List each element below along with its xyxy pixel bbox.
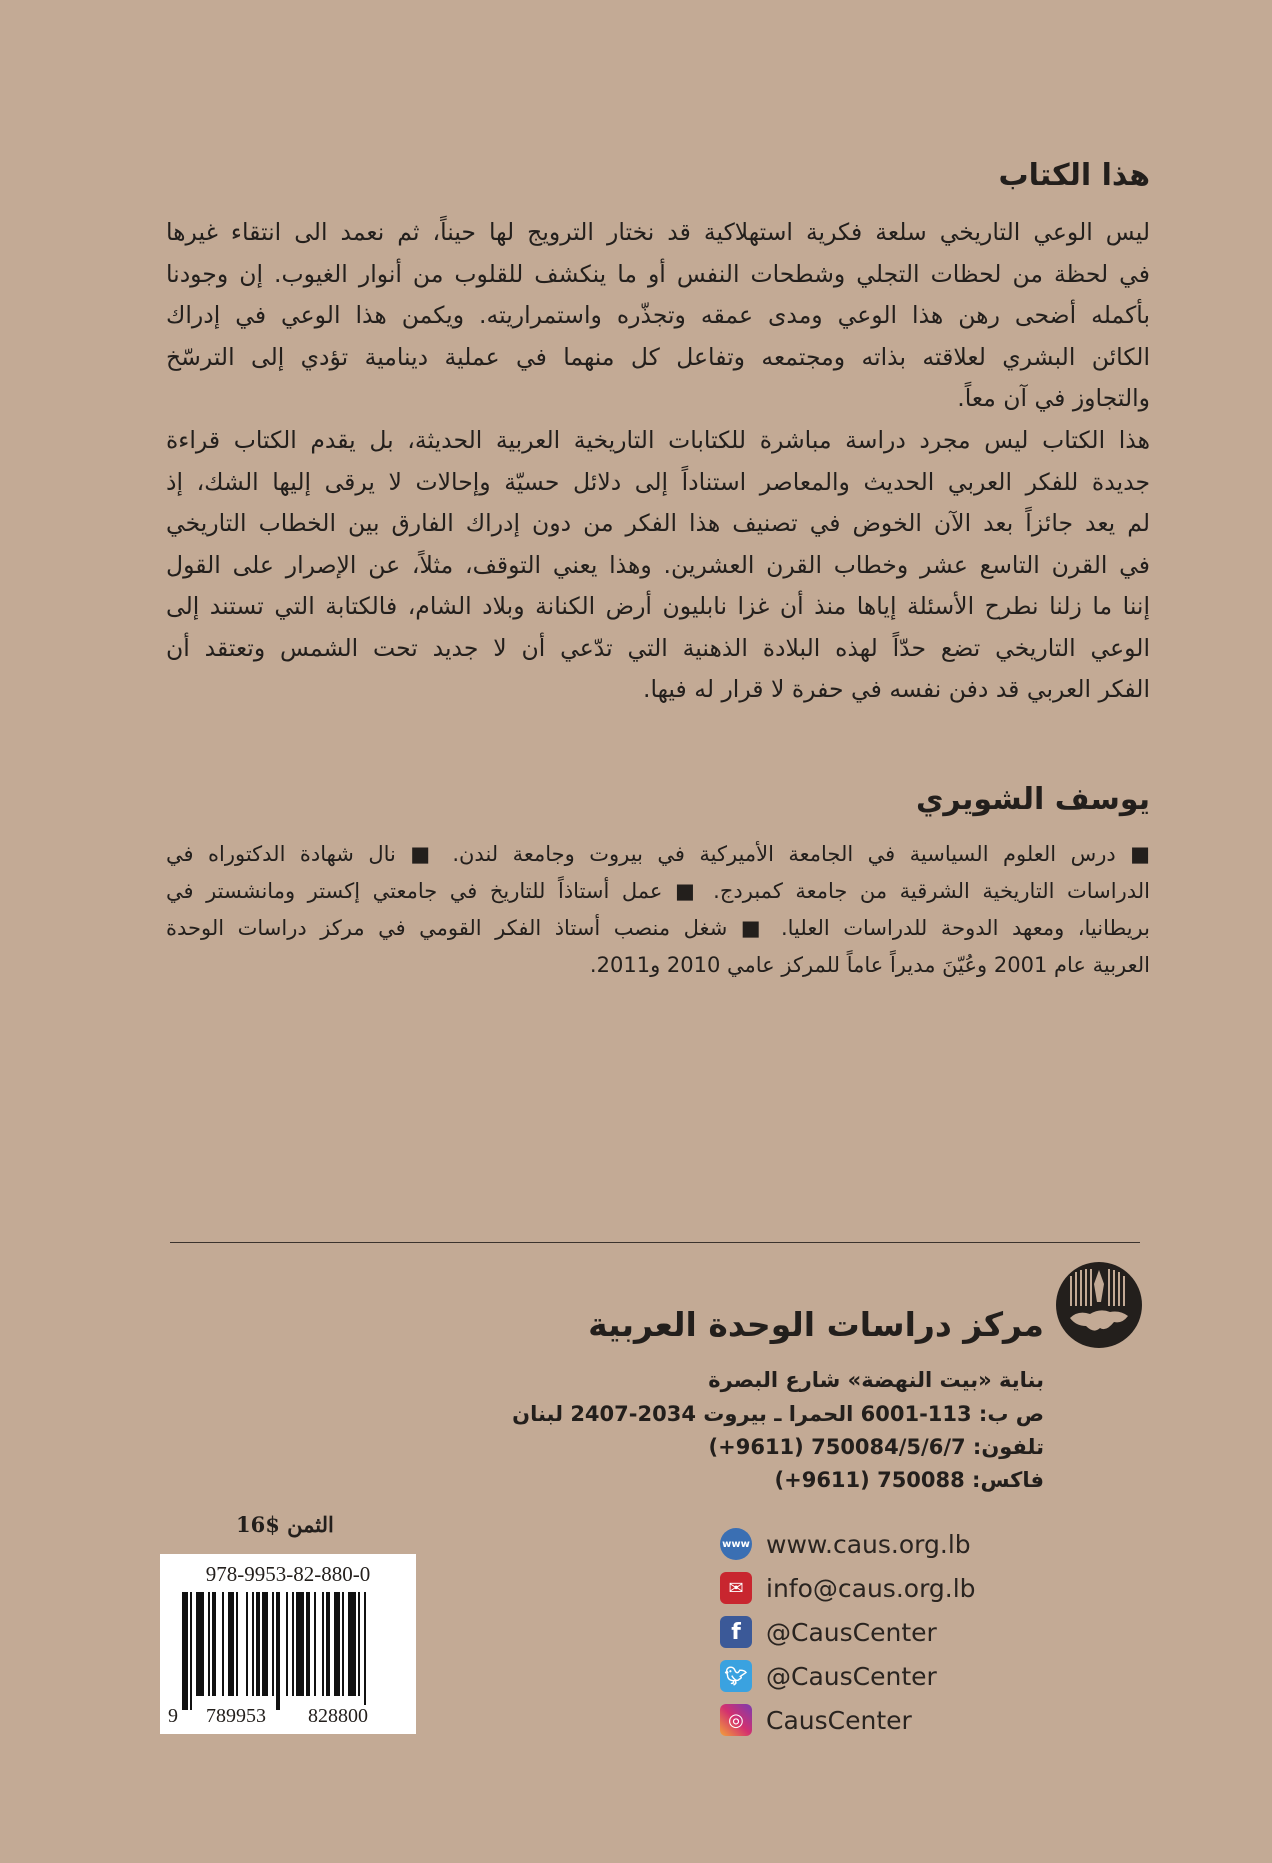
contact-text: CausCenter [766, 1705, 912, 1735]
barcode-digits-right: 828800 [308, 1705, 368, 1727]
barcode-bar [246, 1592, 248, 1696]
publisher-phone: تلفون: 750084/5/6/7 (9611+) [708, 1435, 1044, 1459]
barcode-bar [342, 1592, 344, 1696]
barcode-bar [182, 1592, 188, 1710]
bio-line: العربية عام 2001 وعُيّنَ مديراً عاماً للمركز عامي 2010 و2011. [589, 953, 1150, 977]
about-paragraph-2 [166, 420, 1150, 711]
text-line: الكائن البشري لعلاقته بذاته ومجتمعه وتفاعل كل منهما في عملية دينامية تؤدي إلى الترسّخ [166, 342, 1150, 371]
barcode-digit-lead: 9 [168, 1705, 178, 1727]
barcode-bar [314, 1592, 316, 1696]
contact-twitter[interactable] [720, 1658, 937, 1694]
isbn-text: 978-9953-82-880-0 [205, 1562, 371, 1586]
contact-text: @CausCenter [766, 1617, 937, 1647]
mail-icon: ✉ [720, 1572, 752, 1604]
bio-line: بريطانيا، ومعهد الدوحة للدراسات العليا. ■ شغل منصب أستاذ الفكر القومي في مركز دراسات الوحدة [166, 916, 1150, 940]
barcode-bar [348, 1592, 356, 1696]
barcode-bars [182, 1592, 394, 1710]
barcode-bar [236, 1592, 238, 1696]
text-line: الفكر العربي قد دفن نفسه في حفرة لا قرار له فيها. [642, 675, 1150, 703]
barcode-bar [276, 1592, 280, 1710]
barcode-bar [364, 1592, 366, 1710]
contact-text: @CausCenter [766, 1661, 937, 1691]
author-bio [166, 836, 1150, 984]
about-paragraph-1 [166, 212, 1150, 420]
publisher-address: بناية «بيت النهضة» شارع البصرة [708, 1368, 1044, 1392]
contact-website[interactable] [720, 1526, 971, 1562]
barcode-bar [208, 1592, 210, 1696]
contact-text: info@caus.org.lb [766, 1573, 976, 1603]
text-line: هذا الكتاب ليس مجرد دراسة مباشرة للكتابات التاريخية العربية الحديثة، بل يقدم الكتاب قراءة [166, 426, 1150, 454]
text-line: الوعي التاريخي تضع حدّاً لهذه البلادة الذهنية التي تدّعي أن لا جديد تحت الشمس وتعتقد أن [166, 633, 1150, 662]
barcode-bar [296, 1592, 304, 1696]
barcode-digits-left: 789953 [206, 1705, 266, 1727]
barcode-bar [256, 1592, 260, 1696]
barcode-bar [292, 1592, 294, 1696]
about-heading: هذا الكتاب [998, 158, 1150, 193]
bio-line: الدراسات التاريخية الشرقية من جامعة كمبردج. ■ عمل أستاذاً للتاريخ في جامعتي إكستر ومانشستر في [166, 879, 1150, 903]
barcode-bar [334, 1592, 340, 1696]
contact-email[interactable] [720, 1570, 976, 1606]
publisher-po-box: ص ب: 113-6001 الحمرا ـ بيروت 2034-2407 لبنان [512, 1402, 1044, 1426]
barcode-bar [322, 1592, 324, 1696]
text-line: إننا ما زلنا نطرح الأسئلة إياها منذ أن غزا نابليون أرض الكنانة وبلاد الشام، فالكتابة التي تستند إلى [166, 592, 1150, 620]
contact-facebook[interactable] [720, 1614, 937, 1650]
text-line: في لحظة من لحظات التجلي وشطحات النفس أو ما ينكشف للقلوب من أنوار الغيوب. إن وجودنا [166, 259, 1150, 288]
text-line: لم يعد جائزاً بعد الآن الخوض في تصنيف هذا الفكر من دون إدراك الفارق بين الخطاب التاريخي [166, 509, 1150, 537]
author-name: يوسف الشويري [915, 782, 1150, 817]
barcode-bar [252, 1592, 254, 1696]
isbn-barcode [160, 1554, 416, 1734]
price-label: الثمن $16 [236, 1512, 334, 1537]
barcode-bar [326, 1592, 330, 1696]
barcode-bar [286, 1592, 288, 1696]
text-line: في القرن التاسع عشر وخطاب القرن العشرين. وهذا يعني التوقف، مثلاً، عن الإصرار على القول [166, 550, 1150, 579]
globe-icon: www [720, 1528, 752, 1560]
publisher-logo [1056, 1262, 1142, 1348]
divider [170, 1242, 1140, 1243]
text-line: جديدة للفكر العربي الحديث والمعاصر استناداً إلى دلائل حسيّة وإحالات لا يرقى إليها الشك، إذ [166, 467, 1150, 496]
barcode-bar [262, 1592, 268, 1696]
barcode-bar [306, 1592, 310, 1696]
instagram-icon: ◎ [720, 1704, 752, 1736]
contact-instagram[interactable] [720, 1702, 912, 1738]
barcode-bar [228, 1592, 234, 1696]
text-line: بأكمله أضحى رهن هذا الوعي ومدى عمقه وتجذّره واستمراريته. ويكمن هذا الوعي في إدراك [166, 301, 1150, 329]
text-line: والتجاوز في آن معاً. [957, 384, 1150, 412]
barcode-bar [358, 1592, 360, 1696]
barcode-bar [212, 1592, 216, 1696]
publisher-fax: فاكس: 750088 (9611+) [774, 1468, 1044, 1492]
barcode-bar [222, 1592, 224, 1696]
barcode-bar [196, 1592, 204, 1696]
barcode-bar [190, 1592, 192, 1710]
twitter-icon: 🐦︎ [720, 1660, 752, 1692]
barcode-bar [272, 1592, 274, 1696]
contact-text: www.caus.org.lb [766, 1529, 971, 1559]
facebook-icon: f [720, 1616, 752, 1648]
bio-line: ■ درس العلوم السياسية في الجامعة الأميركية في بيروت وجامعة لندن. ■ نال شهادة الدكتوراه في [166, 842, 1150, 866]
publisher-name: مركز دراسات الوحدة العربية [588, 1305, 1044, 1344]
text-line: ليس الوعي التاريخي سلعة فكرية استهلاكية قد نختار الترويج لها حيناً، ثم نعمد الى انتقاء غيرها [166, 218, 1150, 246]
